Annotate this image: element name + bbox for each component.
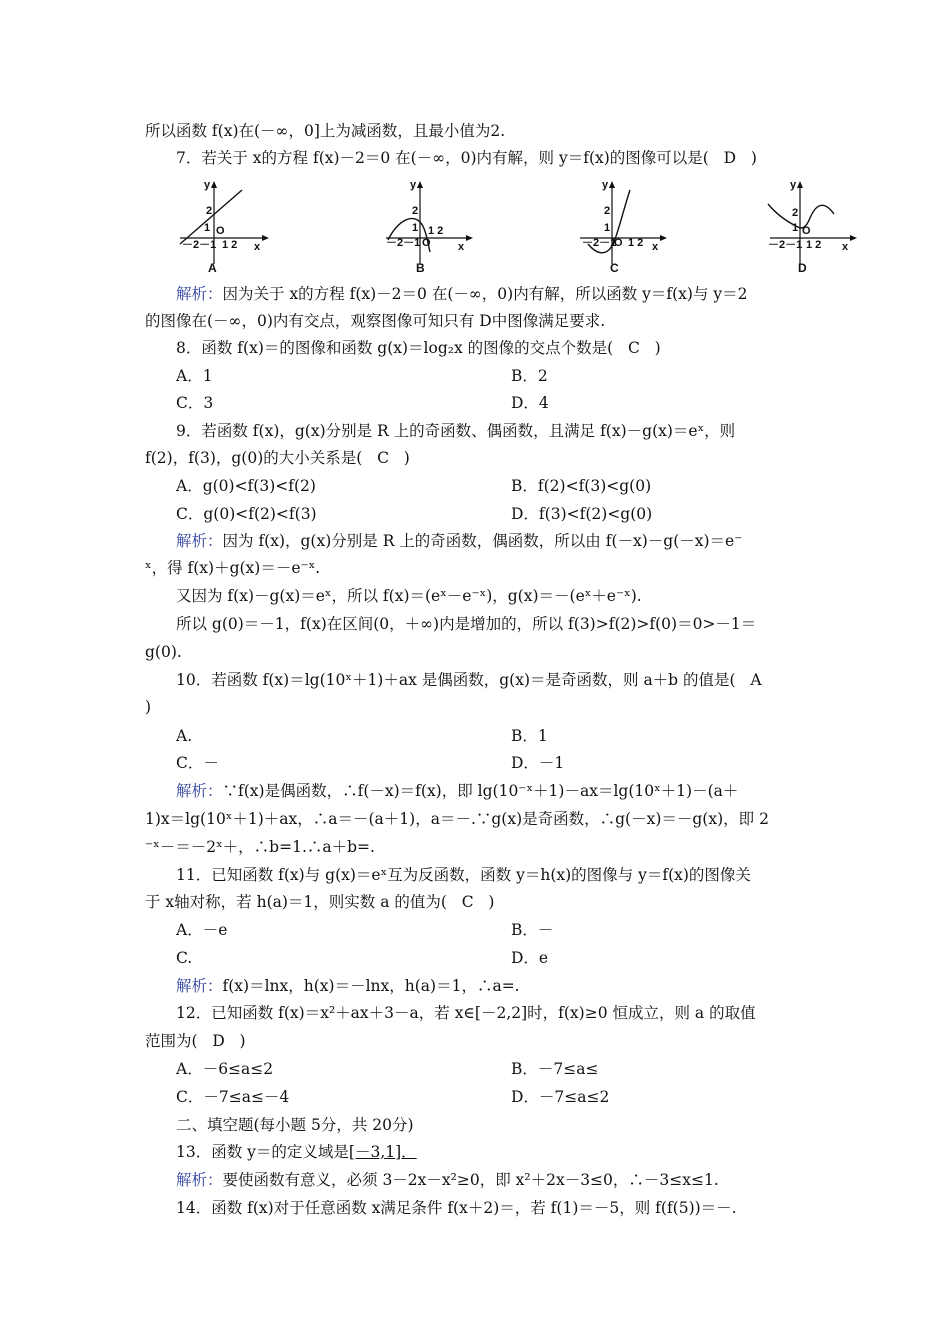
tick-label: 1 2 bbox=[806, 239, 822, 251]
graph-caption: C bbox=[610, 261, 619, 275]
tick-label: 2 bbox=[412, 205, 419, 217]
x-axis-label: x bbox=[254, 241, 261, 253]
y-axis-label: y bbox=[602, 179, 609, 191]
question-text: 13．函数 y＝的定义域是 bbox=[176, 1143, 349, 1161]
text-line: g(0). bbox=[145, 643, 182, 661]
option-c: C．－ bbox=[176, 754, 219, 772]
option-c: C．－7≤a≤－4 bbox=[176, 1088, 290, 1106]
analysis-line bbox=[176, 283, 748, 305]
option-c: C. bbox=[176, 949, 193, 967]
tick-label: 1 bbox=[604, 222, 611, 234]
section-heading: 二、填空题(每小题 5分，共 20分) bbox=[176, 1116, 414, 1134]
tick-label: －2－1 bbox=[582, 237, 617, 249]
graph-c bbox=[572, 174, 672, 282]
option-b: B．1 bbox=[511, 727, 548, 745]
option-b: B．2 bbox=[511, 367, 548, 385]
tick-label: 1 2 bbox=[222, 239, 238, 251]
x-axis-label: x bbox=[652, 241, 659, 253]
question-14: 14．函数 f(x)对于任意函数 x满足条件 f(x＋2)＝，若 f(1)＝－5，则 f(f(5))＝－. bbox=[176, 1199, 737, 1217]
analysis-line bbox=[176, 530, 742, 552]
answer-underlined: [－3,1]． bbox=[348, 1143, 417, 1161]
analysis-label: 解析： bbox=[176, 1171, 223, 1189]
option-a: A．－6≤a≤2 bbox=[176, 1060, 274, 1078]
question-11: 11．已知函数 f(x)与 g(x)＝eˣ互为反函数，函数 y＝h(x)的图像与 y＝f(x)的图像关 bbox=[176, 866, 751, 884]
option-d: D．－7≤a≤2 bbox=[511, 1088, 610, 1106]
option-a: A．－e bbox=[176, 921, 228, 939]
question-12: 12．已知函数 f(x)＝x²＋ax＋3－a，若 x∈[－2,2]时，f(x)≥0 恒成立，则 a 的取值 bbox=[176, 1004, 756, 1022]
option-a: A．1 bbox=[176, 367, 213, 385]
analysis-text: f(x)＝lnx，h(x)＝－lnx，h(a)＝1，∴a=. bbox=[222, 977, 520, 995]
graph-caption: D bbox=[798, 261, 807, 275]
graph-b bbox=[378, 174, 478, 282]
option-b: B．－7≤a≤ bbox=[511, 1060, 599, 1078]
analysis-line bbox=[176, 1169, 719, 1191]
tick-label: 2 bbox=[792, 207, 799, 219]
text-line: 所以 g(0)＝－1，f(x)在区间(0，＋∞)内是增加的，所以 f(3)>f(2)>f(0)＝0>－1＝ bbox=[176, 615, 757, 633]
question-9: 9．若函数 f(x)，g(x)分别是 R 上的奇函数、偶函数，且满足 f(x)－g(x)＝eˣ，则 bbox=[176, 422, 736, 440]
option-a: A．g(0)<f(3)<f(2) bbox=[176, 477, 316, 495]
y-axis-label: y bbox=[204, 179, 211, 191]
x-axis-label: x bbox=[842, 241, 849, 253]
option-d: D．e bbox=[511, 949, 549, 967]
graph-d bbox=[762, 174, 862, 282]
option-c: C．g(0)<f(2)<f(3) bbox=[176, 505, 317, 523]
text-line: 又因为 f(x)－g(x)＝eˣ，所以 f(x)＝(eˣ－e⁻ˣ)，g(x)＝－(eˣ＋e⁻ˣ). bbox=[176, 587, 642, 605]
tick-label: 2 bbox=[604, 205, 611, 217]
option-d: D．－1 bbox=[511, 754, 565, 772]
option-a: A. bbox=[176, 727, 193, 745]
analysis-label: 解析： bbox=[176, 782, 223, 800]
analysis-text: 因为关于 x的方程 f(x)－2＝0 在(－∞，0)内有解，所以函数 y＝f(x)与 y＝2 bbox=[222, 285, 748, 303]
text-line: 所以函数 f(x)在(－∞，0]上为减函数，且最小值为2. bbox=[145, 122, 506, 140]
analysis-label: 解析： bbox=[176, 977, 223, 995]
tick-label: 1 bbox=[792, 222, 799, 234]
option-d: D．f(3)<f(2)<g(0) bbox=[511, 505, 653, 523]
origin-label: O bbox=[614, 237, 623, 249]
question-7: 7．若关于 x的方程 f(x)－2＝0 在(－∞，0)内有解，则 y＝f(x)的图像可以是( D ) bbox=[176, 149, 757, 167]
text-line: 范围为( D ) bbox=[145, 1032, 246, 1050]
tick-label: 1 2 bbox=[428, 225, 444, 237]
analysis-text: 要使函数有意义，必须 3－2x－x²≥0，即 x²＋2x－3≤0，∴－3≤x≤1. bbox=[222, 1171, 719, 1189]
option-c: C．3 bbox=[176, 394, 214, 412]
x-axis-label: x bbox=[458, 241, 465, 253]
analysis-line bbox=[176, 780, 738, 802]
graph-a bbox=[170, 174, 270, 282]
text-line: 1)x＝lg(10ˣ＋1)＋ax，∴a＝－(a＋1)，a＝－.∵g(x)是奇函数，∴g(－x)＝－g(x)，即 2 bbox=[145, 810, 769, 828]
origin-label: O bbox=[216, 225, 225, 237]
graph-caption: A bbox=[208, 261, 217, 275]
text-line: ˣ，得 f(x)＋g(x)＝－e⁻ˣ. bbox=[145, 559, 321, 577]
question-8: 8．函数 f(x)＝的图像和函数 g(x)＝log₂x 的图像的交点个数是( C ) bbox=[176, 339, 661, 357]
analysis-label: 解析： bbox=[176, 532, 223, 550]
tick-label: －2－1 bbox=[768, 239, 803, 251]
question-13 bbox=[176, 1141, 417, 1163]
tick-label: －2－1 bbox=[182, 239, 217, 251]
tick-label: 2 bbox=[206, 205, 213, 217]
graph-caption: B bbox=[416, 261, 425, 275]
origin-label: O bbox=[422, 237, 431, 249]
option-d: D．4 bbox=[511, 394, 549, 412]
y-axis-label: y bbox=[410, 179, 417, 191]
question-10: 10．若函数 f(x)＝lg(10ˣ＋1)＋ax 是偶函数，g(x)＝是奇函数，则 a＋b 的值是( A bbox=[176, 671, 762, 689]
text-line: 的图像在(－∞，0)内有交点，观察图像可知只有 D中图像满足要求. bbox=[145, 312, 606, 330]
option-b: B．－ bbox=[511, 921, 554, 939]
analysis-line bbox=[176, 975, 520, 997]
text-line: ⁻ˣ－＝－2ˣ＋，∴b=1.∴a＋b=. bbox=[145, 838, 375, 856]
analysis-text: 因为 f(x)，g(x)分别是 R 上的奇函数，偶函数，所以由 f(－x)－g(－x)＝e⁻ bbox=[222, 532, 743, 550]
text-line: f(2)，f(3)，g(0)的大小关系是( C ) bbox=[145, 449, 410, 467]
tick-label: －2－1 bbox=[386, 237, 421, 249]
tick-label: 1 2 bbox=[628, 237, 644, 249]
option-b: B．f(2)<f(3)<g(0) bbox=[511, 477, 652, 495]
tick-label: 1 bbox=[412, 222, 419, 234]
text-line: 于 x轴对称，若 h(a)＝1，则实数 a 的值为( C ) bbox=[145, 893, 495, 911]
analysis-text: ∵f(x)是偶函数，∴f(－x)＝f(x)，即 lg(10⁻ˣ＋1)－ax＝lg(10ˣ＋1)－(a＋ bbox=[222, 782, 739, 800]
text-line: ) bbox=[145, 698, 152, 716]
y-axis-label: y bbox=[790, 179, 797, 191]
tick-label: 1 bbox=[204, 222, 211, 234]
origin-label: O bbox=[802, 225, 811, 237]
analysis-label: 解析： bbox=[176, 285, 223, 303]
